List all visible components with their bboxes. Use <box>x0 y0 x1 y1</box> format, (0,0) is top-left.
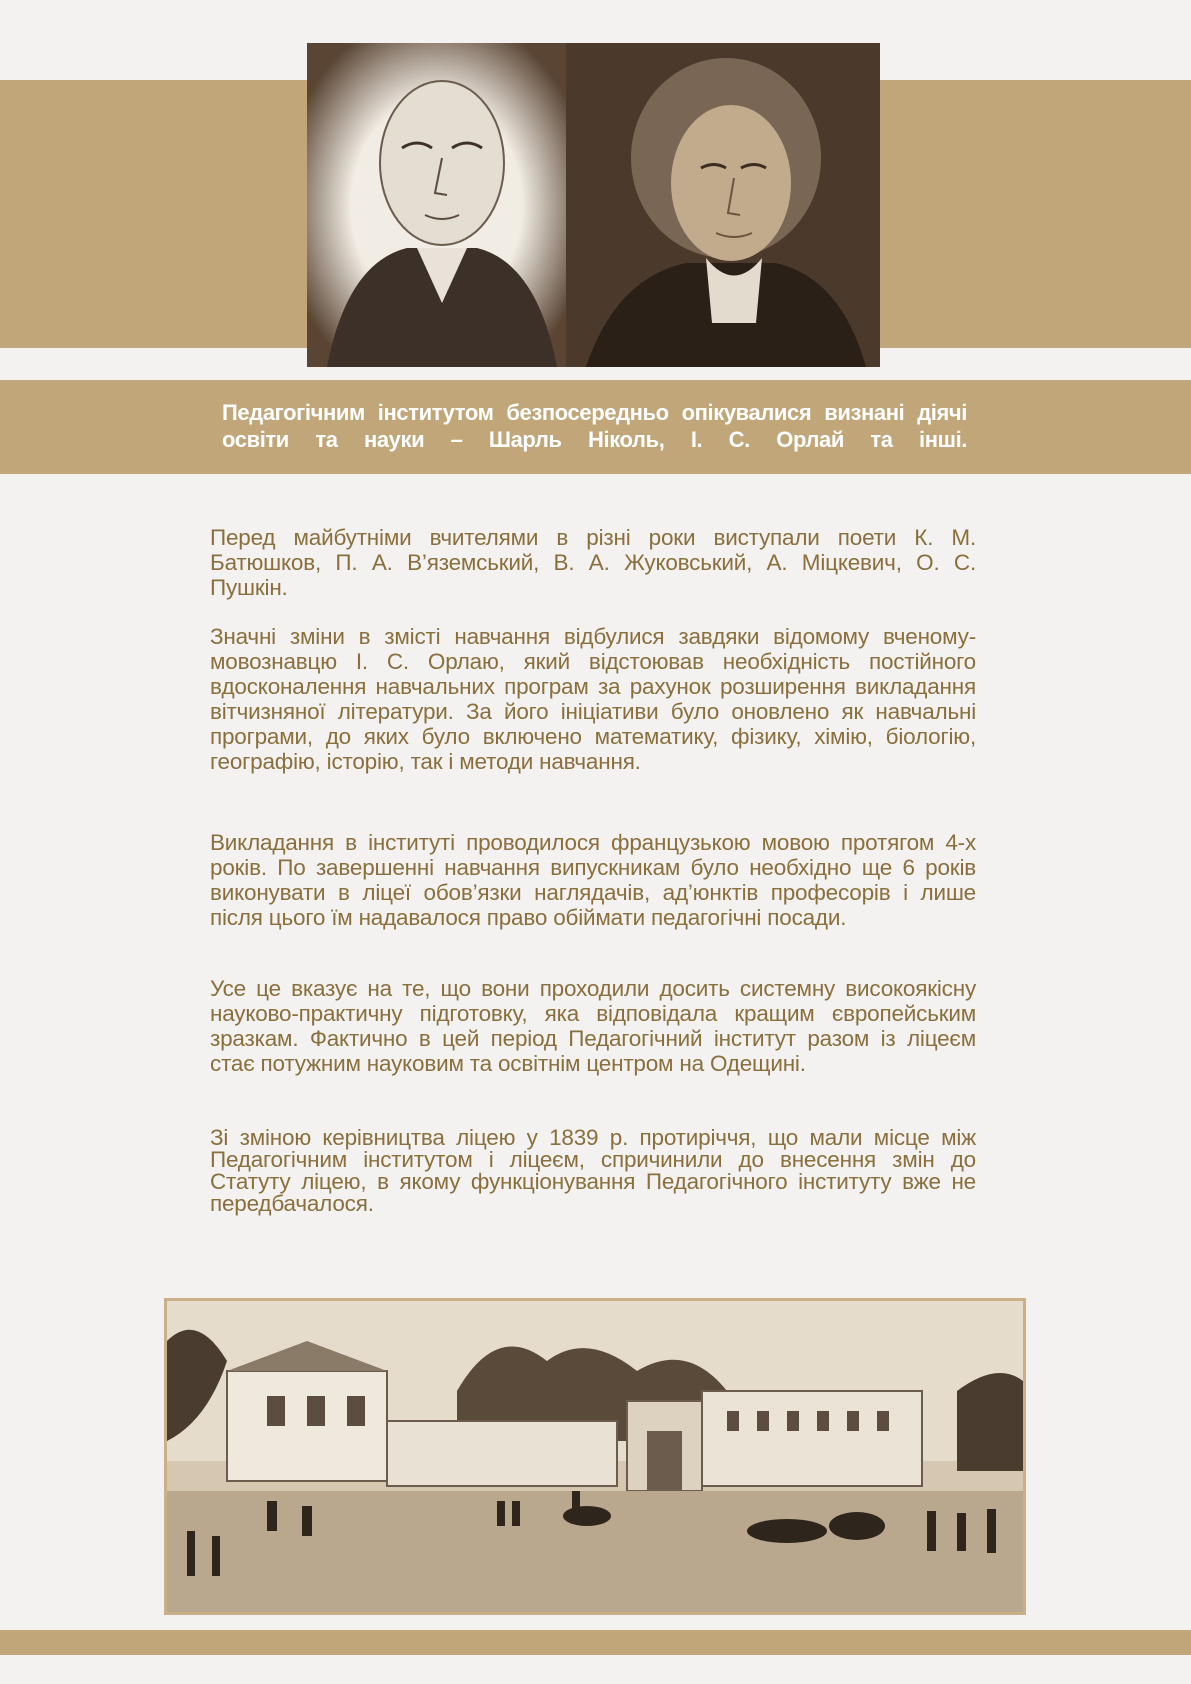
paragraph-poets: Перед майбутніми вчителями в різні роки виступали поети К. М. Батюшков, П. А. В’яземський, В. А. Жуковський, А. Міцкевич, О. С. Пушкін. <box>210 525 976 600</box>
paragraph-training: Усе це вказує на те, що вони проходили досить системну високоякісну науково-практичну підготовку, яка відповідала кращим європейським зразкам. Фактично в цей період Педагогічний інститут разом із ліцеєм стає потужним науковим та освітнім центром на Одещині. <box>210 976 976 1076</box>
portrait-right-image <box>566 43 880 367</box>
paragraph-curriculum: Значні зміни в змісті навчання відбулися завдяки відомому вченому-мовознавцю І. С. Орлаю, який відстоював необхідність постійного вдосконалення навчальних програм за рахунок розширення викладання вітчизняної літератури. За його ініціативи було оновлено як навчальні програми, до яких було включено математику, фізику, хімію, біологію, географію, історію, так і методи навчання. <box>210 624 976 774</box>
lyceum-engraving-image <box>164 1298 1026 1615</box>
paragraph-teaching: Викладання в інституті проводилося французькою мовою протягом 4-х років. По завершенні навчання випускникам було необхідно ще 6 років виконувати в ліцеї обов’язки наглядачів, ад’юнктів професорів і лише після цього їм надавалося право обіймати педагогічні посади. <box>210 830 976 930</box>
portrait-left-image <box>307 43 566 367</box>
caption-text: Педагогічним інститутом безпосередньо опікувалися визнані діячі освіти та науки – Шарль Ніколь, І. С. Орлай та інші. <box>222 400 967 452</box>
footer-band <box>0 1630 1191 1655</box>
paragraph-reform: Зі зміною керівництва ліцею у 1839 р. протиріччя, що мали місце між Педагогічним інститутом і ліцеєм, спричинили до внесення змін до Статуту ліцею, в якому функціонування Педагогічного інституту вже не передбачалося. <box>210 1125 976 1216</box>
